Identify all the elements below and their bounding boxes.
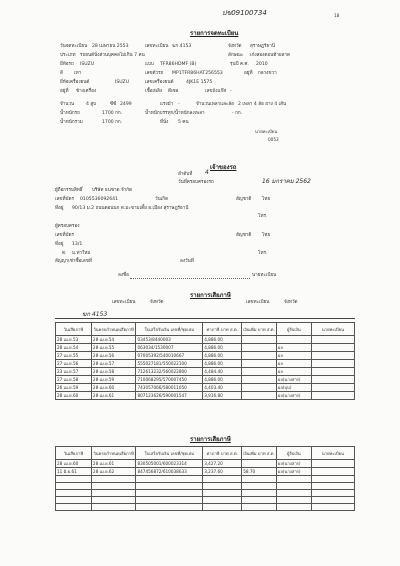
field-value: ISUZU — [80, 62, 95, 67]
field-label: ลักษณะ — [228, 53, 244, 58]
table-cell-due: 28 เม.ย.61 — [91, 392, 136, 400]
table-cell-tax: 3,427.20 — [203, 460, 242, 468]
table-cell-due — [91, 490, 136, 497]
table-cell-receiver: ผล(นางสาร) — [276, 392, 311, 400]
possessor-label: ผู้ครอบครอง — [55, 224, 80, 229]
table-cell-date — [56, 497, 92, 504]
field-label: น้ำหนักรถ — [60, 111, 80, 116]
hire-date-label: ลงวันที่ — [180, 259, 194, 264]
table-row — [56, 344, 355, 352]
owner-id-value: 0105536092641 — [80, 197, 118, 202]
table-cell-receipt: 830505001/600023314 — [136, 460, 203, 468]
owner-id-label: เลขที่บัตร — [55, 197, 74, 202]
possessor-address-label: ที่อยู่ — [55, 242, 64, 247]
table-cell-registrar — [311, 376, 354, 384]
tax-table-header-row — [56, 447, 355, 460]
possession-date-value: 16 มกราคม 2562 — [262, 178, 311, 185]
table-cell-receipt: 712613232/560022800 — [136, 368, 203, 376]
table-cell-due: 28 เม.ย.57 — [91, 360, 136, 368]
table-cell-tax — [203, 497, 242, 504]
field-value: - — [230, 89, 232, 94]
header-cell: นายทะเบียน — [311, 323, 354, 336]
table-cell-extra — [242, 368, 277, 376]
table-cell-registrar — [311, 344, 354, 352]
sign-caption: นายทะเบียน — [252, 273, 277, 278]
sign-prefix: ลงชื่อ — [118, 273, 129, 278]
table-cell-receipt — [136, 497, 203, 504]
reg-no-handwritten: ฆก 4153 — [82, 311, 108, 318]
table-row — [56, 476, 355, 483]
possessor-nation-value: ไทย — [262, 233, 271, 238]
field-value: เก๋งสองตอนท้ายลาด — [250, 53, 290, 58]
table-cell-receipt: 743057066/580011050 — [136, 384, 203, 392]
table-cell-receiver: ผล — [276, 368, 311, 376]
header-cell: ใบเสร็จรับเงิน เลขที่/ชุดเล่ม — [136, 447, 203, 460]
table-cell-receipt — [136, 504, 203, 511]
table-cell-registrar — [311, 352, 354, 360]
address-value: 90/13 ม.2 ถนนดอนนก ต.มะขามเตี้ย อ.เมือง สุราษฎร์ธานี — [72, 206, 189, 211]
field-label: เลขเครื่องยนต์ — [145, 80, 174, 85]
header-cell: เงินเพิ่ม บาท ส.ต. — [242, 323, 277, 336]
table-row — [56, 483, 355, 490]
document-stamp-number: ปข09100734 — [222, 9, 267, 17]
table-row — [56, 460, 355, 468]
table-cell-extra — [242, 376, 277, 384]
table-cell-date: 28 เม.ย.53 — [56, 336, 92, 344]
table-cell-date — [56, 504, 92, 511]
field-value: 4 สูบ — [86, 102, 97, 107]
field-value: - — [178, 102, 180, 107]
table-row — [56, 336, 355, 344]
table-cell-due — [91, 476, 136, 483]
table-cell-extra — [242, 460, 277, 468]
owner-value: บริษัท ธนชาต จำกัด — [92, 188, 133, 193]
col-label-prov: จังหวัด — [150, 300, 164, 305]
field-label: น้ำหนักบรรทุก/น้ำหนักลงเพลา — [145, 111, 205, 116]
field-label: จังหวัด — [228, 44, 242, 49]
registrar-signature-caption: นายทะเบียน — [255, 129, 278, 134]
col-label-reg2: เลขทะเบียน — [246, 300, 270, 305]
header-cell: ผู้รับเงิน — [276, 323, 311, 336]
field-value: 4JK1E 1575 — [186, 80, 213, 85]
table-cell-date: 23 เม.ย.57 — [56, 368, 92, 376]
page-number: 18 — [334, 13, 340, 18]
field-value: - กก. — [232, 111, 243, 116]
header-cell: ใบเสร็จรับเงิน เลขที่/ชุดเล่ม — [136, 323, 203, 336]
table-cell-receipt: 710068295/570007450 — [136, 376, 203, 384]
table-cell-extra — [242, 360, 277, 368]
table-cell-registrar — [311, 392, 354, 400]
col-label-prov2: จังหวัด — [284, 300, 298, 305]
field-label: อยู่ที่ — [244, 71, 253, 76]
table-row — [56, 392, 355, 400]
table-cell-extra: 58.70 — [242, 468, 277, 476]
table-cell-receiver: ผล(บุบ) — [276, 384, 311, 392]
field-label: จำนวน — [60, 102, 75, 107]
table-cell-tax — [203, 483, 242, 490]
field-value: 5 คน — [178, 120, 189, 125]
field-label: ยี่ห้อรถ — [60, 62, 74, 67]
table-cell-receiver: ผล(นางสาร) — [276, 468, 311, 476]
header-cell: วันครบกำหนดเสียภาษี — [91, 447, 136, 460]
table-cell-extra — [242, 344, 277, 352]
table-row — [56, 497, 355, 504]
table-cell-date — [56, 476, 92, 483]
table-cell-tax — [203, 504, 242, 511]
field-value: 1700 กก. — [102, 120, 123, 125]
possessor-nation-label: สัญชาติ — [236, 233, 252, 238]
header-cell: ค่าภาษี บาท ส.ต. — [203, 447, 242, 460]
table-cell-due: 28 เม.ย.54 — [91, 336, 136, 344]
field-value: ฆก 4153 — [172, 44, 192, 49]
field-label: อยู่ที่ — [60, 89, 69, 94]
field-value: MP1TFR86HAT256553 — [172, 71, 223, 76]
table-cell-registrar — [311, 468, 354, 476]
tax-records-table — [55, 322, 355, 400]
table-cell-extra — [242, 476, 277, 483]
table-cell-receiver — [276, 497, 311, 504]
table-cell-tax: 4,886.00 — [203, 344, 242, 352]
field-value: 28 เมษายน 2553 — [92, 44, 129, 49]
table-cell-receipt — [136, 490, 203, 497]
table-cell-due: 28 เม.ย.55 — [91, 344, 136, 352]
table-cell-receipt: 807123626/590001547 — [136, 392, 203, 400]
table-cell-receiver: ผล — [276, 360, 311, 368]
table-cell-receipt: 07005392/540010667 — [136, 352, 203, 360]
table-cell-registrar — [311, 483, 354, 490]
table-cell-tax — [203, 490, 242, 497]
village-label: ต. — [62, 251, 67, 256]
table-cell-date: 28 เม.ย.54 — [56, 344, 92, 352]
table-cell-receiver: ผล — [276, 352, 311, 360]
field-value: สุราษฎร์ธานี — [250, 44, 275, 49]
table-cell-receipt — [136, 483, 203, 490]
table-cell-tax: 4,886.00 — [203, 336, 242, 344]
field-label: เลขถังแก๊ส — [205, 89, 227, 94]
section1-title: รายการจดทะเบียน — [190, 30, 239, 37]
small-code: 0053 — [268, 137, 279, 142]
table-row — [56, 368, 355, 376]
table-cell-extra — [242, 384, 277, 392]
section3-title: รายการเสียภาษี — [190, 292, 231, 299]
table-cell-registrar — [311, 336, 354, 344]
tax-records-table-2 — [55, 446, 355, 511]
possessor-tel-label: โทร. — [258, 251, 268, 256]
header-cell: วันเสียภาษี — [56, 447, 92, 460]
header-cell: นายทะเบียน — [311, 447, 354, 460]
field-value: ISUZU — [115, 80, 130, 85]
table-cell-due: 28 เม.ย.56 — [91, 352, 136, 360]
table-row — [56, 504, 355, 511]
signature-line — [130, 278, 250, 279]
field-label: ยี่ห้อเครื่องยนต์ — [60, 80, 90, 85]
table-cell-receiver — [276, 476, 311, 483]
table-cell-receiver: ผล(นางสาร) — [276, 460, 311, 468]
table-cell-due: 28 เม.ย.62 — [91, 468, 136, 476]
field-value: เทา — [74, 71, 82, 76]
address-label: ที่อยู่ — [55, 206, 64, 211]
nation-value: ไทย — [262, 197, 271, 202]
table-row — [56, 468, 355, 476]
table-cell-due: 28 เม.ย.59 — [91, 376, 136, 384]
field-label: ประเภท — [60, 53, 76, 58]
table-cell-receipt: 03453/8440003 — [136, 336, 203, 344]
table-cell-receipt: 847456872/610038633 — [136, 468, 203, 476]
table-cell-date: 26 เม.ย.59 — [56, 384, 92, 392]
table-cell-tax: 4,886.00 — [203, 376, 242, 384]
table-cell-due: 28 เม.ย.58 — [91, 368, 136, 376]
table-cell-extra — [242, 392, 277, 400]
field-label: สี — [60, 71, 63, 76]
table-cell-tax: 3,916.80 — [203, 392, 242, 400]
table-cell-receiver: ผล(นางสาร) — [276, 376, 311, 384]
header-cell: ผู้รับเงิน — [276, 447, 311, 460]
table-cell-registrar — [311, 368, 354, 376]
table-cell-registrar — [311, 504, 354, 511]
table-cell-extra — [242, 504, 277, 511]
table-cell-date — [56, 483, 92, 490]
table-cell-due — [91, 497, 136, 504]
table-cell-registrar — [311, 460, 354, 468]
nation-label: สัญชาติ — [236, 197, 252, 202]
field-value: TFR86HDMF (B) — [160, 62, 197, 67]
tax-table-header-row — [56, 323, 355, 336]
table-cell-date: 27 เม.ย.55 — [56, 352, 92, 360]
table-cell-extra — [242, 490, 277, 497]
header-cell: วันเสียภาษี — [56, 323, 92, 336]
header-cell: เงินเพิ่ม บาท ส.ต. — [242, 447, 277, 460]
field-label: แบบ — [145, 62, 154, 67]
table-cell-receiver: ผล — [276, 344, 311, 352]
hire-purchase-label: สัญญาเช่าซื้อเลขที่ — [55, 259, 92, 264]
possessor-address-value: 13/1 — [72, 242, 83, 247]
field-value: 1700 กก. — [102, 111, 123, 116]
table-cell-date: 27 เม.ย.58 — [56, 376, 92, 384]
table-row — [56, 360, 355, 368]
col-label-reg: เลขทะเบียน — [112, 300, 136, 305]
table-cell-date: 11 มิ.ย.61 — [56, 468, 92, 476]
field-value: 2 เพลา 4 ล้อ ยาง 4 เส้น — [238, 102, 287, 107]
table-cell-receiver — [276, 336, 311, 344]
table-cell-due: 28 เม.ย.60 — [91, 384, 136, 392]
table-cell-registrar — [311, 360, 354, 368]
table-cell-registrar — [311, 384, 354, 392]
field-label: ที่นั่ง — [160, 120, 169, 125]
table-cell-extra — [242, 483, 277, 490]
header-cell: วันครบกำหนดเสียภาษี — [91, 323, 136, 336]
field-value: กลางขวา — [258, 71, 277, 76]
seq-value: 4 — [205, 169, 209, 176]
field-label: เชื้อเพลิง — [145, 89, 163, 94]
table-cell-tax: 4,403.40 — [203, 384, 242, 392]
field-label: เลขตัวรถ — [145, 71, 164, 76]
table-cell-receiver — [276, 483, 311, 490]
table-cell-date: 27 เม.ย.56 — [56, 360, 92, 368]
table-cell-receipt: 063034/1530007 — [136, 344, 203, 352]
table-cell-date: 28 เม.ย.60 — [56, 460, 92, 468]
field-label: รุ่นปี ค.ศ. — [230, 62, 249, 67]
possession-date-label: วันที่ครอบครองรถ — [178, 180, 214, 185]
field-label: แรงม้า — [160, 102, 174, 107]
table-cell-date: 28 เม.ย.60 — [56, 392, 92, 400]
seq-label: ลำดับที่ — [178, 172, 193, 177]
section4-title: รายการเสียภาษี — [190, 436, 231, 443]
table-cell-date — [56, 490, 92, 497]
table-cell-extra — [242, 497, 277, 504]
table-row — [56, 352, 355, 360]
field-value: 2499 — [120, 102, 132, 107]
table-cell-tax — [203, 476, 242, 483]
table-cell-extra — [242, 336, 277, 344]
section3-rule — [55, 318, 355, 319]
field-value: รถยนต์นั่งส่วนบุคคลไม่เกิน 7 คน — [80, 53, 145, 58]
field-label: น้ำหนักรวม — [60, 120, 83, 125]
table-row — [56, 376, 355, 384]
field-value: ดีเซล — [168, 89, 179, 94]
table-cell-tax: 4,886.00 — [203, 352, 242, 360]
table-cell-due — [91, 483, 136, 490]
table-row — [56, 384, 355, 392]
header-cell: ค่าภาษี บาท ส.ต. — [203, 323, 242, 336]
table-cell-receiver — [276, 504, 311, 511]
field-label: วันจดทะเบียน — [60, 44, 88, 49]
table-cell-registrar — [311, 490, 354, 497]
table-cell-due — [91, 504, 136, 511]
table-cell-due: 28 เม.ย.61 — [91, 460, 136, 468]
field-value: 2010 — [256, 62, 268, 67]
table-cell-tax: 4,484.40 — [203, 368, 242, 376]
field-value: ข้างเครื่อง — [76, 89, 97, 94]
field-label: จำนวนเพลาและล้อ — [196, 102, 234, 107]
possessor-id-label: เลขที่บัตร — [55, 233, 74, 238]
tambon-value: ม.ท่าใหม่ — [72, 251, 91, 256]
table-cell-registrar — [311, 497, 354, 504]
table-cell-tax: 4,886.00 — [203, 360, 242, 368]
field-label: เลขทะเบียน — [145, 44, 169, 49]
table-cell-extra — [242, 352, 277, 360]
table-cell-registrar — [311, 476, 354, 483]
table-cell-tax: 3,237.60 — [203, 468, 242, 476]
section2-title: เจ้าของรถ — [210, 164, 237, 171]
table-cell-receiver — [276, 490, 311, 497]
table-cell-receipt: 555027181/550022100 — [136, 360, 203, 368]
field-label: ซีซี — [110, 102, 117, 107]
birth-label: วันเกิด — [155, 197, 169, 202]
owner-label: ผู้ถือกรรมสิทธิ์ — [55, 188, 83, 193]
tel-label: โทร. — [258, 214, 268, 219]
table-row — [56, 490, 355, 497]
table-cell-receipt — [136, 476, 203, 483]
